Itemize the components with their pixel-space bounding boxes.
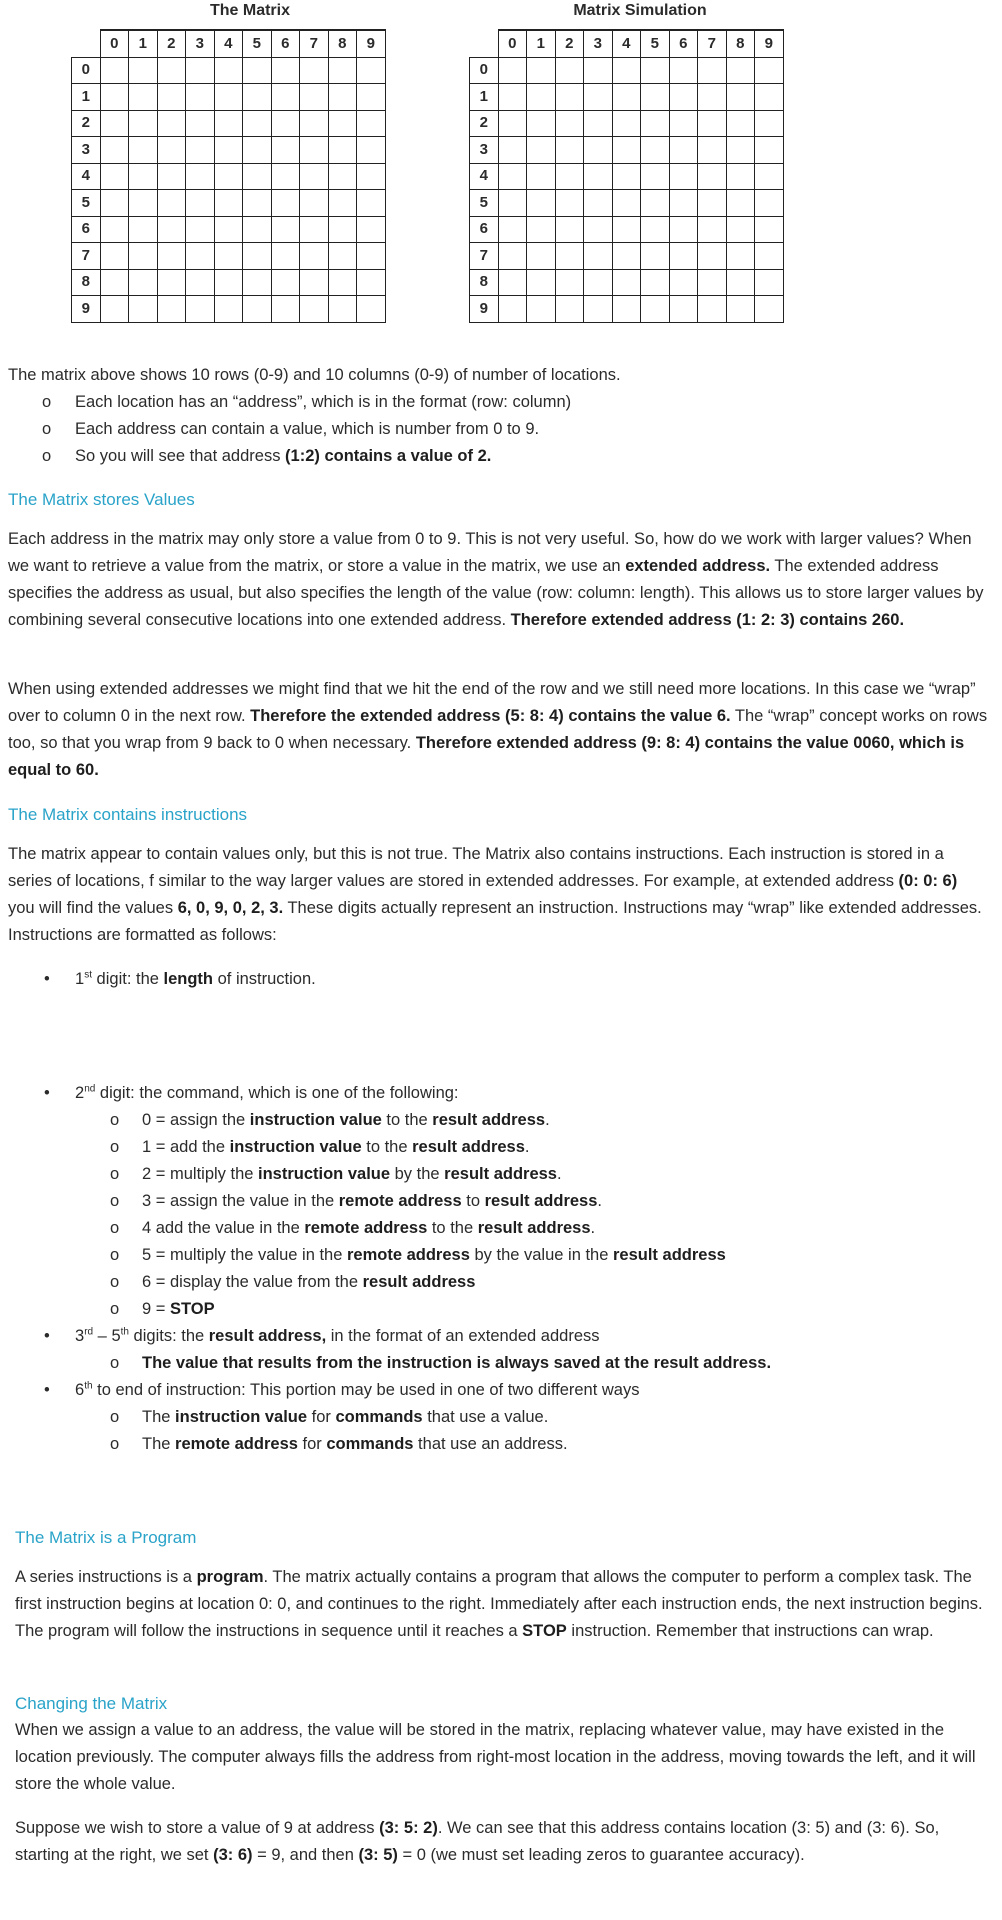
matrix-cell <box>186 163 215 190</box>
digit-3-5-item: 3rd – 5th digits: the result address, in the format of an extended address <box>75 1326 600 1345</box>
matrix-cell <box>100 84 129 111</box>
matrix-cell <box>357 137 386 164</box>
matrix-cell <box>698 216 727 243</box>
matrix-cell <box>214 269 243 296</box>
intro-bullet-1: Each location has an “address”, which is in the format (row: column) <box>75 393 572 411</box>
bullet-dot: • <box>44 1327 50 1345</box>
command-9: 9 = STOP <box>142 1300 215 1318</box>
instruction-value-use: The instruction value for commands that use a value. <box>142 1408 549 1426</box>
matrix-cell <box>584 243 613 270</box>
matrix-cell <box>129 84 158 111</box>
matrix-cell <box>186 110 215 137</box>
matrix-cell <box>100 57 129 84</box>
column-label: 1 <box>129 30 158 57</box>
matrix-cell <box>527 216 556 243</box>
matrix-cell <box>584 296 613 323</box>
matrix-cell <box>100 243 129 270</box>
matrix-cell <box>157 216 186 243</box>
column-label: 1 <box>527 30 556 57</box>
bullet-hollow: o <box>42 420 52 438</box>
matrix-cell <box>584 110 613 137</box>
matrix-cell <box>698 84 727 111</box>
matrix-cell <box>271 84 300 111</box>
matrix-cell <box>357 296 386 323</box>
row-label: 8 <box>72 269 101 296</box>
matrix-cell <box>157 243 186 270</box>
stores-values-paragraph-2: When using extended addresses we might find that we hit the end of the row and we still need more locations. In this case we “wrap” over to column 0 in the next row. Therefore the extended address (5: 8: 4) contains the value 6. The “wrap” concept works on rows too, so that you wrap from 9 back to 0 when necessary. Therefore extended address (9: 8: 4) contains the value 0060, which is equal to 60. <box>8 680 988 779</box>
matrix-cell <box>669 269 698 296</box>
matrix-cell <box>555 190 584 217</box>
matrix-cell <box>328 57 357 84</box>
section-heading-instructions: The Matrix contains instructions <box>8 805 248 824</box>
bullet-hollow: o <box>110 1300 120 1318</box>
matrix-cell <box>243 243 272 270</box>
matrix-cell <box>271 137 300 164</box>
matrix-cell <box>698 296 727 323</box>
digit-1-item: 1st digit: the length of instruction. <box>75 969 316 988</box>
matrix-cell <box>300 269 329 296</box>
matrix-cell <box>214 190 243 217</box>
bullet-hollow: o <box>42 447 52 465</box>
matrix-cell <box>357 110 386 137</box>
matrix-cell <box>129 296 158 323</box>
matrix-cell <box>669 57 698 84</box>
bullet-dot: • <box>44 1084 50 1102</box>
matrix-cell <box>157 296 186 323</box>
bullet-dot: • <box>44 970 50 988</box>
matrix-cell <box>157 110 186 137</box>
matrix-cell <box>669 84 698 111</box>
matrix-cell <box>129 57 158 84</box>
column-label: 8 <box>726 30 755 57</box>
matrix-cell <box>100 137 129 164</box>
section-heading-stores-values: The Matrix stores Values <box>8 490 195 509</box>
matrix-cell <box>698 110 727 137</box>
matrix-cell <box>612 57 641 84</box>
row-label: 4 <box>72 163 101 190</box>
column-label: 9 <box>357 30 386 57</box>
matrix-cell <box>214 216 243 243</box>
section-heading-changing: Changing the Matrix <box>15 1694 168 1713</box>
matrix-cell <box>698 243 727 270</box>
matrix-cell <box>669 296 698 323</box>
matrix-cell <box>726 110 755 137</box>
matrix-cell <box>612 296 641 323</box>
matrix-cell <box>186 243 215 270</box>
matrix-cell <box>243 216 272 243</box>
matrix-cell <box>129 216 158 243</box>
matrix-cell <box>271 163 300 190</box>
matrix-cell <box>186 296 215 323</box>
row-label: 3 <box>72 137 101 164</box>
matrix-cell <box>698 269 727 296</box>
matrix-cell <box>186 137 215 164</box>
matrix-cell <box>328 269 357 296</box>
matrix-cell <box>357 243 386 270</box>
matrix-cell <box>669 216 698 243</box>
column-label: 4 <box>214 30 243 57</box>
matrix-cell <box>243 269 272 296</box>
matrix-cell <box>498 84 527 111</box>
matrix-cell <box>129 137 158 164</box>
matrix-cell <box>755 163 784 190</box>
matrix-cell <box>527 296 556 323</box>
column-label: 3 <box>584 30 613 57</box>
matrix-cell <box>498 243 527 270</box>
matrix-cell <box>755 84 784 111</box>
row-label: 6 <box>470 216 499 243</box>
bullet-dot: • <box>44 1381 50 1399</box>
matrix-cell <box>129 243 158 270</box>
matrix-cell <box>300 137 329 164</box>
matrix-cell <box>243 137 272 164</box>
matrix-cell <box>527 137 556 164</box>
matrix-cell <box>726 216 755 243</box>
matrix-cell <box>726 243 755 270</box>
matrix-cell <box>271 57 300 84</box>
row-label: 6 <box>72 216 101 243</box>
column-label: 2 <box>157 30 186 57</box>
row-label: 2 <box>72 110 101 137</box>
matrix-cell <box>498 216 527 243</box>
matrix-cell <box>186 190 215 217</box>
column-label: 7 <box>698 30 727 57</box>
matrix-cell <box>555 57 584 84</box>
matrix-cell <box>498 190 527 217</box>
matrix-cell <box>300 296 329 323</box>
changing-paragraph-2: Suppose we wish to store a value of 9 at address (3: 5: 2). We can see that this address contains location (3: 5) and (3: 6). So, starting at the right, we set (3: 6) = 9, and then (3: 5) = 0 (we must set leading zeros to guarantee accuracy). <box>15 1819 940 1864</box>
matrix-cell <box>555 163 584 190</box>
matrix-cell <box>726 296 755 323</box>
matrix-cell <box>357 163 386 190</box>
matrix-cell <box>726 84 755 111</box>
matrix-cell <box>243 84 272 111</box>
bullet-hollow: o <box>110 1165 120 1183</box>
bullet-hollow: o <box>42 393 52 411</box>
command-2: 2 = multiply the instruction value by the result address. <box>142 1165 562 1183</box>
command-0: 0 = assign the instruction value to the result address. <box>142 1111 550 1129</box>
matrix-cell <box>300 190 329 217</box>
matrix-cell <box>612 110 641 137</box>
row-label: 7 <box>470 243 499 270</box>
column-label: 9 <box>755 30 784 57</box>
column-label: 2 <box>555 30 584 57</box>
row-label: 0 <box>470 57 499 84</box>
column-label: 4 <box>612 30 641 57</box>
section-heading-program: The Matrix is a Program <box>15 1528 197 1547</box>
row-label: 5 <box>72 190 101 217</box>
matrix-cell <box>698 137 727 164</box>
matrix-cell <box>555 110 584 137</box>
matrix-cell <box>243 163 272 190</box>
row-label: 9 <box>470 296 499 323</box>
matrix-cell <box>555 84 584 111</box>
matrix-cell <box>300 163 329 190</box>
intro-text: The matrix above shows 10 rows (0-9) and 10 columns (0-9) of number of locations. <box>8 366 621 384</box>
remote-address-use: The remote address for commands that use an address. <box>142 1435 568 1453</box>
matrix-cell <box>641 163 670 190</box>
matrix-cell <box>243 110 272 137</box>
command-6: 6 = display the value from the result address <box>142 1273 476 1291</box>
matrix-cell <box>357 190 386 217</box>
matrix-cell <box>357 216 386 243</box>
matrix-cell <box>726 57 755 84</box>
matrix-cell <box>698 163 727 190</box>
matrix-cell <box>669 163 698 190</box>
matrix-cell <box>186 216 215 243</box>
matrix-cell <box>271 110 300 137</box>
matrix-cell <box>328 243 357 270</box>
matrix-cell <box>527 84 556 111</box>
matrix-cell <box>300 216 329 243</box>
matrix-cell <box>726 137 755 164</box>
matrix-cell <box>669 190 698 217</box>
bullet-hollow: o <box>110 1111 120 1129</box>
result-address-note: The value that results from the instruction is always saved at the result address. <box>142 1354 772 1372</box>
column-label: 7 <box>300 30 329 57</box>
command-1: 1 = add the instruction value to the result address. <box>142 1138 530 1156</box>
matrix-cell <box>328 190 357 217</box>
matrix-cell <box>157 190 186 217</box>
matrix-cell <box>300 243 329 270</box>
matrix-cell <box>641 137 670 164</box>
row-label: 7 <box>72 243 101 270</box>
matrix-simulation-table <box>469 29 784 323</box>
matrix-cell <box>755 269 784 296</box>
changing-paragraph-1: When we assign a value to an address, the value will be stored in the matrix, replacing whatever value, may have existed in the location previously. The computer always fills the address from right-most location in the address, moving towards the left, and it will store the whole value. <box>15 1721 976 1793</box>
column-label: 0 <box>100 30 129 57</box>
matrix-cell <box>498 137 527 164</box>
column-label: 3 <box>186 30 215 57</box>
program-paragraph: A series instructions is a program. The matrix actually contains a program that allows the computer to perform a complex task. The first instruction begins at location 0: 0, and continues to the right. Immediately after each instruction ends, the next instruction begins. The program will follow the instructions in sequence until it reaches a STOP instruction. Remember that instructions can wrap. <box>15 1568 983 1640</box>
bullet-hollow: o <box>110 1273 120 1291</box>
matrix-cell <box>214 243 243 270</box>
matrix-cell <box>726 190 755 217</box>
matrix-cell <box>755 190 784 217</box>
matrix-simulation-title: Matrix Simulation <box>573 2 707 19</box>
matrix-cell <box>641 57 670 84</box>
matrix-cell <box>498 110 527 137</box>
matrix-cell <box>641 296 670 323</box>
matrix-cell <box>641 110 670 137</box>
matrix-cell <box>186 84 215 111</box>
matrix-cell <box>612 243 641 270</box>
matrix-cell <box>698 57 727 84</box>
bullet-hollow: o <box>110 1435 120 1453</box>
matrix-cell <box>328 163 357 190</box>
matrix-cell <box>555 216 584 243</box>
matrix-cell <box>100 216 129 243</box>
row-label: 0 <box>72 57 101 84</box>
matrix-cell <box>300 84 329 111</box>
matrix-cell <box>527 110 556 137</box>
matrix-cell <box>243 190 272 217</box>
matrix-cell <box>555 296 584 323</box>
matrix-cell <box>669 243 698 270</box>
matrix-cell <box>129 190 158 217</box>
matrix-cell <box>584 57 613 84</box>
intro-bullet-3: So you will see that address (1:2) contains a value of 2. <box>75 447 492 465</box>
command-4: 4 add the value in the remote address to the result address. <box>142 1219 596 1237</box>
matrix-cell <box>612 84 641 111</box>
matrix-cell <box>641 84 670 111</box>
matrix-cell <box>357 269 386 296</box>
matrix-cell <box>612 190 641 217</box>
row-label: 8 <box>470 269 499 296</box>
digit-2-item: 2nd digit: the command, which is one of the following: <box>75 1083 459 1102</box>
matrix-cell <box>527 190 556 217</box>
matrix-cell <box>641 243 670 270</box>
matrix-cell <box>100 110 129 137</box>
digit-6-item: 6th to end of instruction: This portion may be used in one of two different ways <box>75 1380 640 1399</box>
command-5: 5 = multiply the value in the remote address by the value in the result address <box>142 1246 726 1264</box>
matrix-cell <box>357 57 386 84</box>
matrix-cell <box>669 137 698 164</box>
matrix-cell <box>271 216 300 243</box>
matrix-cell <box>498 163 527 190</box>
matrix-table <box>71 29 386 323</box>
matrix-cell <box>186 57 215 84</box>
matrix-cell <box>357 84 386 111</box>
matrix-cell <box>612 137 641 164</box>
matrix-cell <box>641 216 670 243</box>
matrix-cell <box>328 110 357 137</box>
matrix-cell <box>129 110 158 137</box>
bullet-hollow: o <box>110 1354 120 1372</box>
matrix-cell <box>100 269 129 296</box>
matrix-cell <box>527 57 556 84</box>
matrix-cell <box>498 296 527 323</box>
bullet-hollow: o <box>110 1219 120 1237</box>
bullet-hollow: o <box>110 1138 120 1156</box>
matrix-corner <box>72 30 101 57</box>
matrix-cell <box>584 163 613 190</box>
matrix-cell <box>584 137 613 164</box>
matrix-cell <box>584 269 613 296</box>
bullet-hollow: o <box>110 1192 120 1210</box>
matrix-cell <box>157 57 186 84</box>
instructions-paragraph: The matrix appear to contain values only, but this is not true. The Matrix also contains instructions. Each instruction is stored in a series of locations, f similar to the way larger values are stored in extended addresses. For example, at extended address (0: 0: 6) you will find the values 6, 0, 9, 0, 2, 3. These digits actually represent an instruction. Instructions may “wrap” like extended addresses. Instructions are formatted as follows: <box>8 845 982 944</box>
stores-values-paragraph-1: Each address in the matrix may only store a value from 0 to 9. This is not very useful. So, how do we work with larger values? When we want to retrieve a value from the matrix, or store a value in the matrix, we use an extended address. The extended address specifies the address as usual, but also specifies the length of the value (row: column: length). This allows us to store larger values by combining several consecutive locations into one extended address. Therefore extended address (1: 2: 3) contains 260. <box>8 530 984 629</box>
matrix-cell <box>300 110 329 137</box>
matrix-cell <box>214 110 243 137</box>
matrix-cell <box>555 243 584 270</box>
column-label: 8 <box>328 30 357 57</box>
matrix-cell <box>328 84 357 111</box>
matrix-cell <box>612 269 641 296</box>
matrix-cell <box>328 216 357 243</box>
matrix-cell <box>498 57 527 84</box>
matrix-cell <box>157 269 186 296</box>
matrix-cell <box>328 137 357 164</box>
matrix-cell <box>100 296 129 323</box>
matrix-cell <box>157 137 186 164</box>
matrix-cell <box>755 243 784 270</box>
matrix-cell <box>100 190 129 217</box>
column-label: 0 <box>498 30 527 57</box>
matrix-cell <box>157 163 186 190</box>
column-label: 6 <box>669 30 698 57</box>
row-label: 4 <box>470 163 499 190</box>
matrix-cell <box>214 296 243 323</box>
matrix-cell <box>328 296 357 323</box>
matrix-cell <box>584 190 613 217</box>
column-label: 5 <box>243 30 272 57</box>
matrix-cell <box>555 137 584 164</box>
intro-bullet-2: Each address can contain a value, which is number from 0 to 9. <box>75 420 540 438</box>
matrix-cell <box>100 163 129 190</box>
matrix-cell <box>584 84 613 111</box>
matrix-cell <box>755 216 784 243</box>
bullet-hollow: o <box>110 1246 120 1264</box>
matrix-cell <box>186 269 215 296</box>
matrix-cell <box>214 57 243 84</box>
matrix-cell <box>157 84 186 111</box>
bullet-hollow: o <box>110 1408 120 1426</box>
matrix-cell <box>755 296 784 323</box>
matrix-cell <box>755 110 784 137</box>
column-label: 5 <box>641 30 670 57</box>
matrix-cell <box>271 269 300 296</box>
command-3: 3 = assign the value in the remote address to result address. <box>142 1192 602 1210</box>
row-label: 1 <box>470 84 499 111</box>
matrix-cell <box>612 163 641 190</box>
matrix-cell <box>243 296 272 323</box>
matrix-cell <box>243 57 272 84</box>
matrix-cell <box>641 190 670 217</box>
row-label: 5 <box>470 190 499 217</box>
matrix-cell <box>271 243 300 270</box>
matrix-cell <box>271 190 300 217</box>
matrix-cell <box>726 163 755 190</box>
matrix-cell <box>498 269 527 296</box>
row-label: 1 <box>72 84 101 111</box>
matrix-table-title: The Matrix <box>209 2 290 19</box>
matrix-cell <box>527 269 556 296</box>
matrix-cell <box>214 84 243 111</box>
matrix-cell <box>555 269 584 296</box>
matrix-cell <box>527 243 556 270</box>
matrix-cell <box>726 269 755 296</box>
matrix-cell <box>641 269 670 296</box>
matrix-cell <box>755 137 784 164</box>
matrix-cell <box>129 163 158 190</box>
matrix-cell <box>584 216 613 243</box>
matrix-corner <box>470 30 499 57</box>
matrix-cell <box>755 57 784 84</box>
row-label: 3 <box>470 137 499 164</box>
matrix-cell <box>612 216 641 243</box>
matrix-cell <box>214 137 243 164</box>
column-label: 6 <box>271 30 300 57</box>
matrix-cell <box>214 163 243 190</box>
row-label: 2 <box>470 110 499 137</box>
matrix-cell <box>669 110 698 137</box>
matrix-cell <box>527 163 556 190</box>
row-label: 9 <box>72 296 101 323</box>
matrix-cell <box>271 296 300 323</box>
matrix-cell <box>129 269 158 296</box>
matrix-cell <box>698 190 727 217</box>
matrix-cell <box>300 57 329 84</box>
